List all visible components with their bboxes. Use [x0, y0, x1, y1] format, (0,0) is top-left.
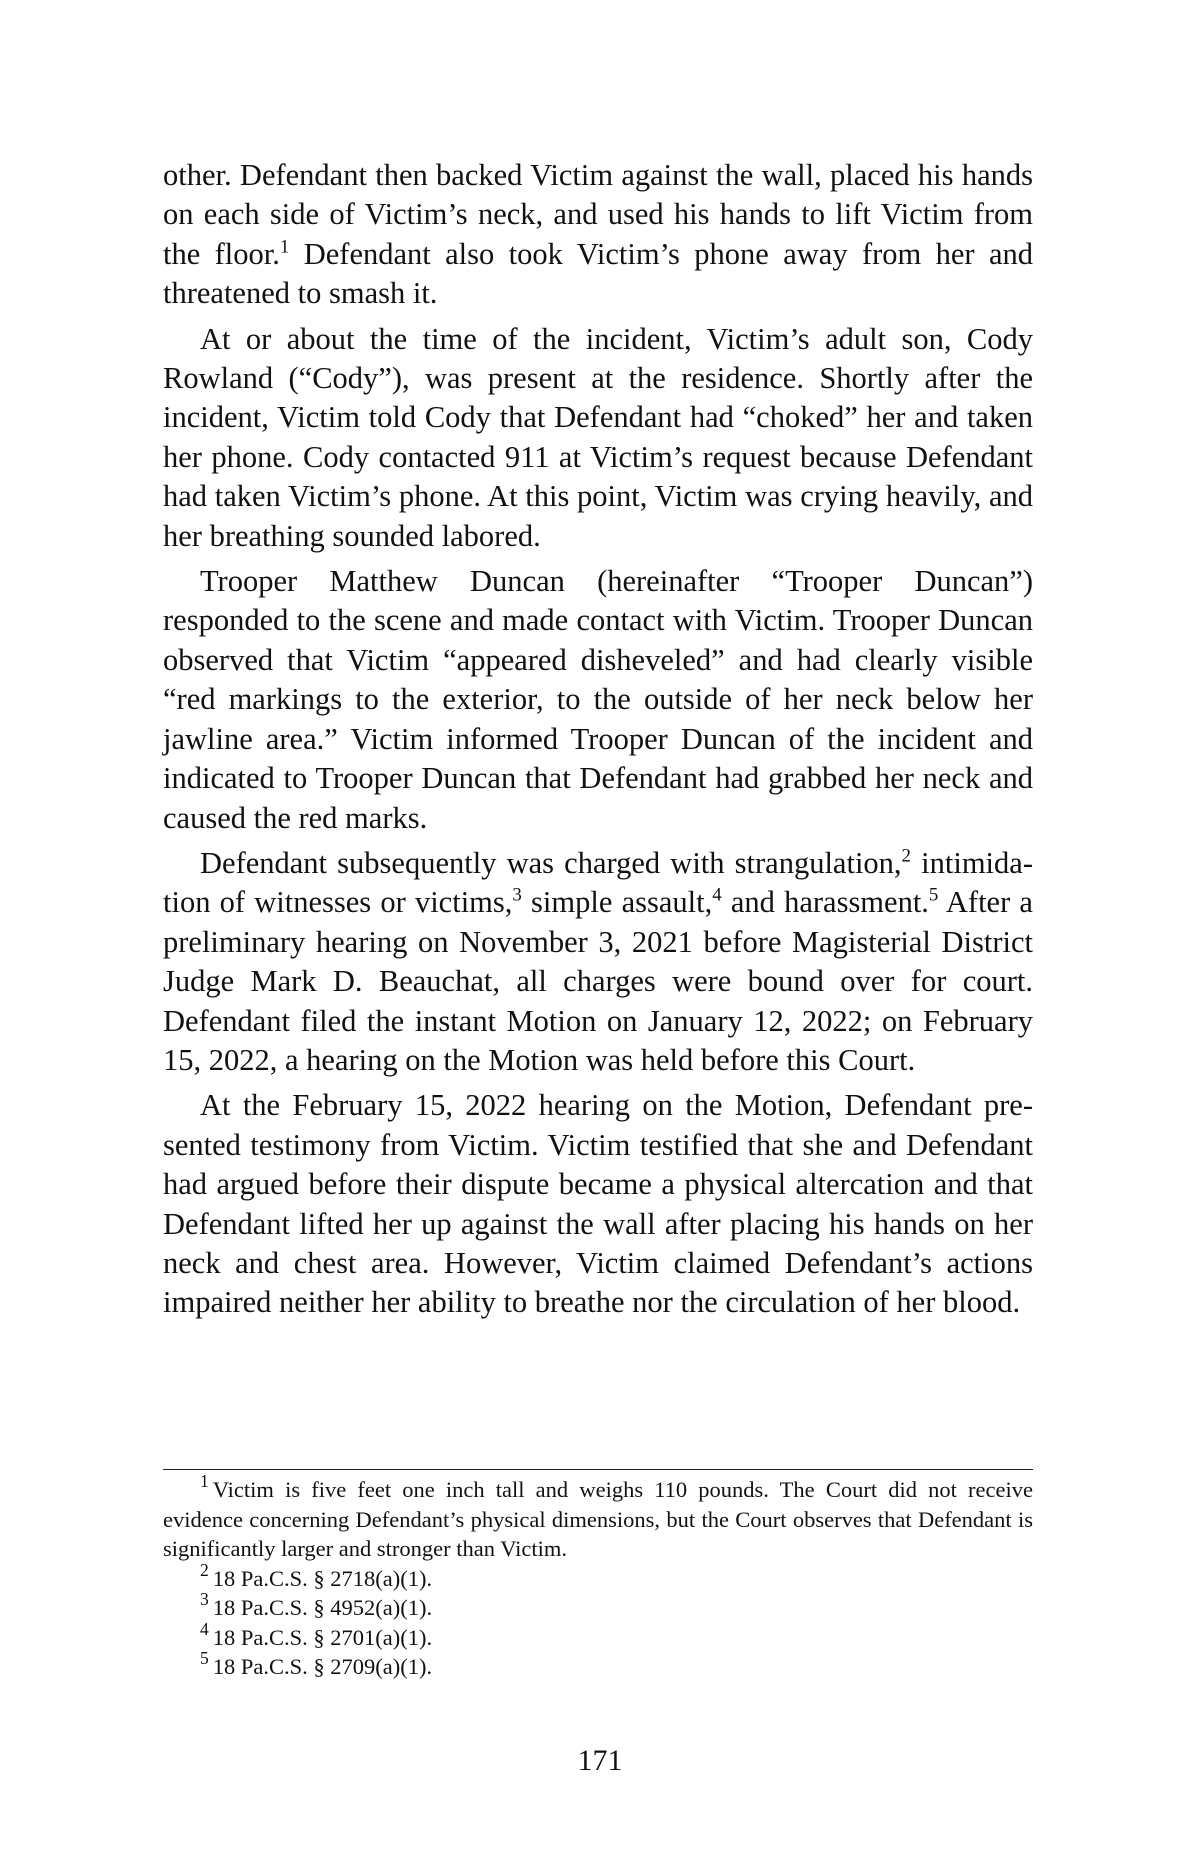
paragraph-4-text-b: intimidation of witnesses or victims, — [163, 845, 1033, 920]
paragraph-1 — [163, 156, 1033, 314]
footnote-text: Victim is five feet one inch tall and weighs 110 pounds. The Court did not receive evidence concerning Defendant’s physical dimensions, but the Court observes that Defendant is significantly larger and stronger than Victim. — [163, 1477, 1033, 1561]
paragraph-1-text-b: Defendant also took Victim’s phone away from her and threatened to smash it. — [163, 236, 1034, 311]
footnote-ref-1: 1 — [279, 236, 290, 258]
footnote-text: 18 Pa.C.S. § 2701(a)(1). — [212, 1624, 433, 1650]
footnote-ref-5: 5 — [928, 884, 939, 906]
footnote-1 — [163, 1471, 1033, 1564]
paragraph-1-text-a: other. Defendant then backed Victim against the wall, placed his hands on each side of Victim’s neck, and used his hands to lift Victim from the floor. — [163, 158, 1033, 271]
footnote-number: 3 — [200, 1589, 209, 1610]
footnote-ref-4: 4 — [712, 884, 722, 906]
page-number: 171 — [577, 1744, 623, 1777]
footnote-text: 18 Pa.C.S. § 2709(a)(1). — [212, 1654, 433, 1679]
paragraph-4-text-e: After a preliminary hearing on November 3, 2021 before Magisterial District Judge Mark D. Beauchat, all charges were bound over for court. Defendant filed the instant Motion on January 12, 2022; on February 15, 2022, a hearing on the Motion was held before this Court. — [163, 885, 1033, 1077]
footnote-ref-3: 3 — [512, 884, 522, 906]
paragraph-3: Trooper Matthew Duncan (hereinafter “Trooper Duncan”) responded to the scene and made contact with Victim. Trooper Duncan observed that Victim “appeared disheveled” and had clearly visible “red markings to the exterior, to the outside of her neck below her jawline area.” Victim informed Trooper Duncan of the incident and indicated to Trooper Duncan that Defendant had grabbed her neck and caused the red marks. — [163, 564, 1033, 835]
footnote-divider — [163, 1469, 1033, 1470]
footnote-ref-2: 2 — [901, 845, 911, 867]
footnote-3 — [163, 1589, 1033, 1623]
footnote-number: 4 — [200, 1618, 209, 1639]
footnote-number: 2 — [200, 1559, 209, 1580]
paragraph-2: At or about the time of the incident, Victim’s adult son, Cody Rowland (“Cody”), was present at the residence. Shortly after the incident, Victim told Cody that Defendant had “choked” her and taken her phone. Cody contacted 911 at Victim’s request because Defendant had taken Victim’s phone. At this point, Victim was crying heavily, and her breathing sounded labored. — [163, 321, 1033, 553]
paragraph-5: At the February 15, 2022 hearing on the Motion, Defendant presented testimony from Victim. Victim testified that she and Defendant had argued before their dispute became a physical altercation and that Defendant lifted her up against the wall after placing his hands on her neck and chest area. However, Victim claimed Defendant’s actions impaired neither her ability to breathe nor the circulation of her blood. — [163, 1088, 1033, 1320]
footnote-text: 18 Pa.C.S. § 2718(a)(1). — [212, 1565, 433, 1591]
paragraph-4-text-a: Defendant subsequently was charged with strangulation, — [200, 845, 902, 880]
footnote-number: 5 — [200, 1648, 209, 1669]
footnote-text: 18 Pa.C.S. § 4952(a)(1). — [212, 1595, 433, 1620]
footnote-number: 1 — [200, 1471, 209, 1492]
footnote-4 — [163, 1618, 1033, 1653]
footnote-2 — [163, 1559, 1033, 1594]
paragraph-4-text-d: and harassment. — [721, 885, 929, 920]
footnotes — [163, 1471, 1033, 1682]
footnote-5 — [163, 1648, 1033, 1682]
body-text — [163, 156, 1033, 1329]
paragraph-4 — [163, 844, 1033, 1080]
paragraph-4-text-c: simple assault, — [521, 885, 713, 920]
